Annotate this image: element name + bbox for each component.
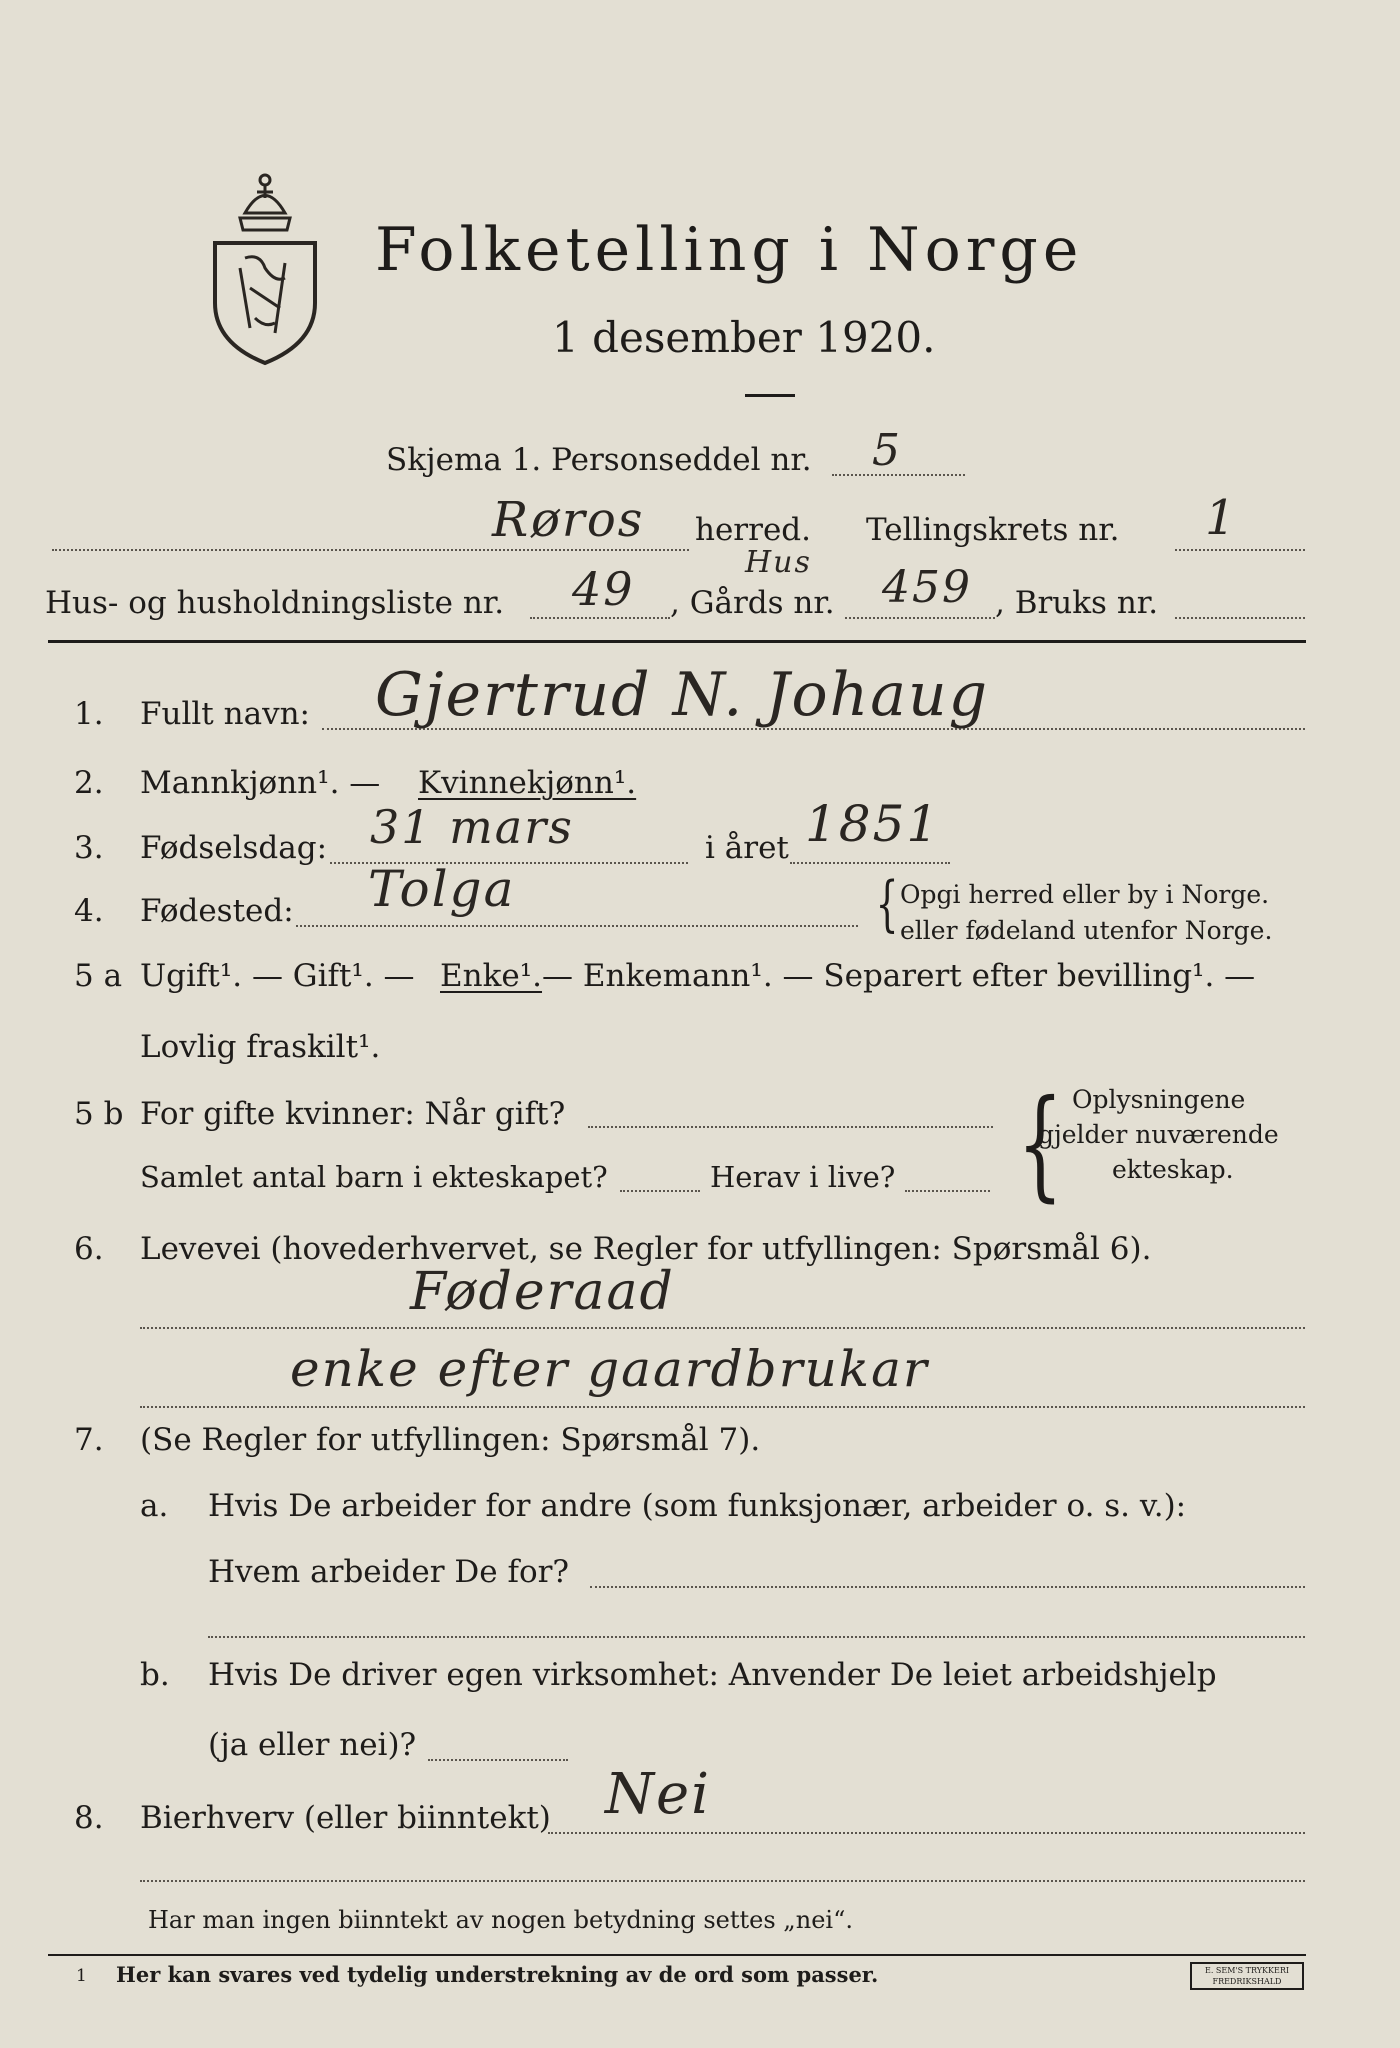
hus-label: Hus- og husholdningsliste nr. bbox=[45, 585, 505, 621]
q5b-note3: ekteskap. bbox=[1112, 1155, 1234, 1184]
q8-line2 bbox=[140, 1880, 1305, 1882]
skjema-label: Skjema 1. Personseddel nr. bbox=[386, 442, 812, 478]
q1-label: Fullt navn: bbox=[140, 696, 310, 732]
q7b-label2: (ja eller nei)? bbox=[208, 1727, 417, 1763]
q4-note2: eller fødeland utenfor Norge. bbox=[900, 916, 1273, 945]
q4-brace: { bbox=[875, 869, 899, 939]
q4-value[interactable]: Tolga bbox=[368, 860, 516, 918]
q6-number: 6. bbox=[74, 1231, 104, 1267]
q5a-enke[interactable]: Enke¹. bbox=[440, 958, 543, 994]
q5b-note1: Oplysningene bbox=[1072, 1085, 1246, 1114]
q2-male: Mannkjønn¹. — bbox=[140, 765, 381, 801]
q1-number: 1. bbox=[74, 696, 104, 732]
q7a-line2 bbox=[208, 1636, 1305, 1638]
q6-label: Levevei (hovederhvervet, se Regler for utfyllingen: Spørsmål 6). bbox=[140, 1231, 1152, 1267]
q6-line2 bbox=[140, 1406, 1305, 1408]
q5b-married-line bbox=[588, 1126, 993, 1128]
q4-number: 4. bbox=[74, 893, 104, 929]
herred-value[interactable]: Røros bbox=[492, 492, 645, 548]
q7a-line1 bbox=[590, 1586, 1305, 1588]
q5a-number: 5 a bbox=[74, 958, 123, 994]
bruks-label: , Bruks nr. bbox=[995, 585, 1159, 621]
q5b-alive-line bbox=[905, 1190, 990, 1192]
bruks-line bbox=[1175, 617, 1305, 619]
q5a-line2: Lovlig fraskilt¹. bbox=[140, 1029, 381, 1065]
title-divider bbox=[745, 394, 795, 397]
footnote-text: Her kan svares ved tydelig understrekning av de ord som passer. bbox=[116, 1962, 879, 1987]
q7b-label1: Hvis De driver egen virksomhet: Anvender De leiet arbeidshjelp bbox=[208, 1657, 1217, 1693]
q3-number: 3. bbox=[74, 830, 104, 866]
q6-value2[interactable]: enke efter gaardbrukar bbox=[290, 1340, 929, 1398]
tellingskrets-line bbox=[1175, 549, 1305, 551]
q5a-line1a: Ugift¹. — Gift¹. — bbox=[140, 958, 415, 994]
q1-value[interactable]: Gjertrud N. Johaug bbox=[375, 660, 990, 730]
footnote-mark: 1 bbox=[76, 1966, 87, 1986]
q8-label: Bierhverv (eller biinntekt) bbox=[140, 1800, 551, 1836]
form-title: Folketelling i Norge bbox=[375, 215, 1084, 285]
q7-label: (Se Regler for utfyllingen: Spørsmål 7). bbox=[140, 1422, 761, 1458]
herred-line bbox=[52, 549, 689, 551]
q4-note1: Opgi herred eller by i Norge. bbox=[900, 880, 1270, 909]
q5b-label3: Herav i live? bbox=[710, 1160, 896, 1194]
q7b-number: b. bbox=[140, 1657, 170, 1693]
q8-value[interactable]: Nei bbox=[605, 1762, 712, 1827]
q8-line bbox=[548, 1832, 1305, 1834]
header-rule bbox=[48, 640, 1306, 643]
q8-number: 8. bbox=[74, 1800, 104, 1836]
q7a-label2: Hvem arbeider De for? bbox=[208, 1554, 570, 1590]
form-date: 1 desember 1920. bbox=[552, 313, 936, 362]
q3-year[interactable]: 1851 bbox=[805, 795, 941, 853]
q5b-note2: gjelder nuværende bbox=[1038, 1120, 1279, 1149]
gards-line bbox=[845, 617, 995, 619]
q2-number: 2. bbox=[74, 765, 104, 801]
q3-value[interactable]: 31 mars bbox=[370, 800, 574, 854]
hus-line bbox=[530, 617, 670, 619]
q4-label: Fødested: bbox=[140, 893, 294, 929]
q7b-line bbox=[428, 1759, 568, 1761]
q7a-label1: Hvis De arbeider for andre (som funksjonær, arbeider o. s. v.): bbox=[208, 1488, 1187, 1524]
personseddel-value[interactable]: 5 bbox=[872, 425, 902, 476]
q5b-label1: For gifte kvinner: Når gift? bbox=[140, 1096, 566, 1132]
q6-value1[interactable]: Føderaad bbox=[410, 1262, 675, 1322]
q7-number: 7. bbox=[74, 1422, 104, 1458]
q7a-number: a. bbox=[140, 1488, 169, 1524]
gards-hand-note: Hus bbox=[745, 545, 812, 580]
footer-note: Har man ingen biinntekt av nogen betydning settes „nei“. bbox=[148, 1906, 853, 1934]
hus-value[interactable]: 49 bbox=[572, 562, 635, 616]
coat-of-arms-icon bbox=[205, 158, 325, 368]
q5b-brace: { bbox=[1017, 1075, 1064, 1214]
q3-label: Fødselsdag: bbox=[140, 830, 328, 866]
q3-year-line bbox=[790, 862, 950, 864]
q4-line bbox=[296, 925, 858, 927]
q5b-label2: Samlet antal barn i ekteskapet? bbox=[140, 1160, 608, 1194]
q5b-children-line bbox=[620, 1190, 700, 1192]
q5b-number: 5 b bbox=[74, 1096, 124, 1132]
q5a-line1b: — Enkemann¹. — Separert efter bevilling¹. — bbox=[542, 958, 1256, 994]
q2-female[interactable]: Kvinnekjønn¹. bbox=[418, 765, 637, 801]
gards-value[interactable]: 459 bbox=[882, 562, 972, 613]
q6-line1 bbox=[140, 1327, 1305, 1329]
footer-rule bbox=[48, 1954, 1306, 1956]
tellingskrets-value[interactable]: 1 bbox=[1205, 490, 1238, 546]
tellingskrets-label: Tellingskrets nr. bbox=[866, 512, 1120, 548]
printer-stamp: E. SEM'S TRYKKERI FREDRIKSHALD bbox=[1190, 1962, 1304, 1990]
q3-year-label: i året bbox=[705, 830, 789, 866]
herred-label: herred. bbox=[695, 512, 811, 548]
gards-label: , Gårds nr. bbox=[670, 585, 835, 621]
